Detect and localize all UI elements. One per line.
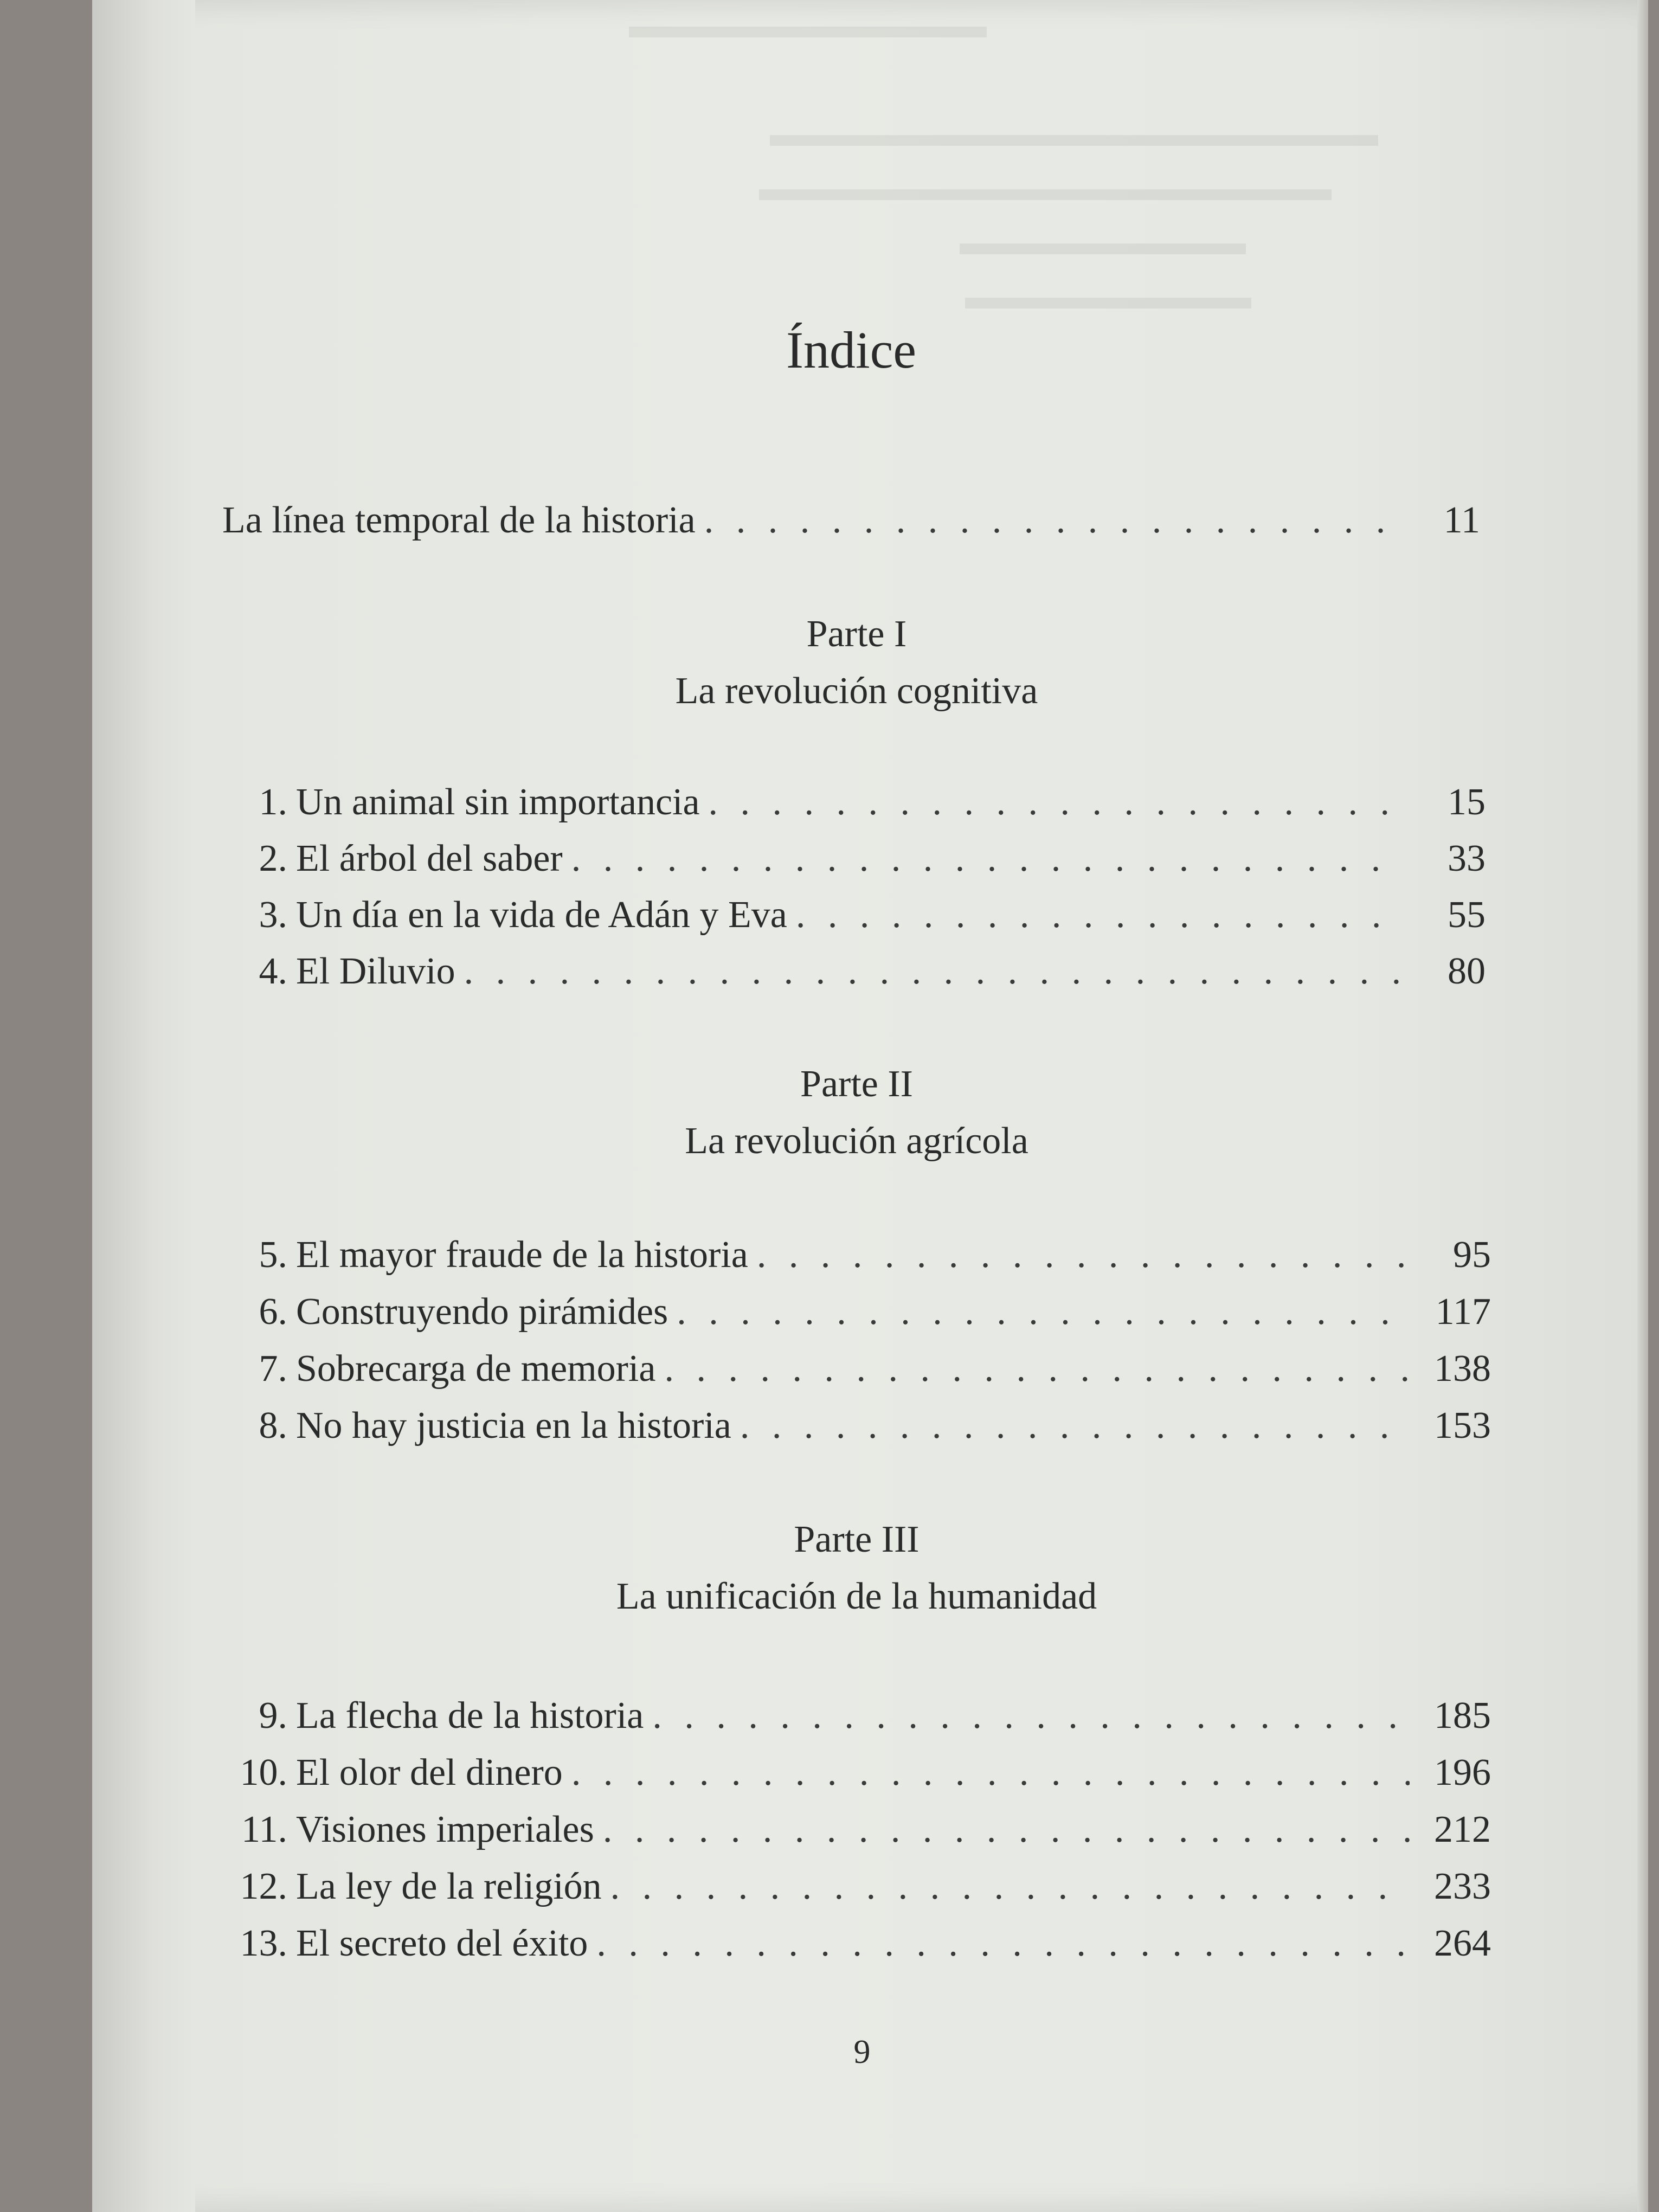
show-through-text: ▬▬▬▬▬▬▬▬	[960, 223, 1246, 262]
dot-leader	[709, 781, 1404, 824]
part-title: La revolución agrícola	[685, 1120, 1028, 1162]
toc-entry-page: 11	[1443, 499, 1480, 541]
chapter-number: 5.	[259, 1234, 287, 1276]
toc-entry-title: La línea temporal de la historia	[222, 499, 696, 541]
toc-chapter-row	[217, 1808, 1491, 1857]
toc-chapter-row	[228, 1347, 1491, 1396]
chapter-number: 9.	[259, 1695, 287, 1737]
chapter-page: 153	[1434, 1405, 1491, 1446]
toc-intro-row	[222, 499, 1480, 548]
toc-chapter-row	[228, 1404, 1491, 1453]
show-through-text: ▬▬▬▬▬▬▬▬	[965, 277, 1251, 317]
dot-leader	[704, 499, 1399, 542]
toc-chapter-row	[217, 1865, 1491, 1914]
chapter-title: El mayor fraude de la historia	[296, 1234, 748, 1276]
dot-leader	[571, 837, 1404, 880]
chapter-page: 117	[1435, 1291, 1491, 1333]
chapter-number: 8.	[259, 1405, 287, 1446]
chapter-number: 4.	[259, 950, 287, 992]
chapter-title: Un animal sin importancia	[296, 781, 700, 823]
show-through-text: ▬▬▬▬▬▬▬▬▬▬▬▬▬▬▬▬	[759, 169, 1332, 208]
page-gutter	[92, 0, 195, 2212]
chapter-title: El secreto del éxito	[296, 1922, 588, 1964]
dot-leader	[652, 1694, 1410, 1738]
chapter-title: El olor del dinero	[296, 1752, 563, 1793]
dot-leader	[757, 1233, 1410, 1277]
chapter-number: 11.	[241, 1809, 287, 1850]
chapter-number: 7.	[259, 1348, 287, 1390]
dot-leader	[571, 1751, 1410, 1795]
dot-leader	[596, 1922, 1410, 1965]
dot-leader	[740, 1404, 1410, 1448]
chapter-title: Construyendo pirámides	[296, 1291, 668, 1333]
chapter-number: 6.	[259, 1291, 287, 1333]
toc-chapter-row	[228, 1233, 1491, 1282]
dot-leader	[677, 1290, 1410, 1334]
chapter-page: 33	[1448, 838, 1486, 879]
dot-leader	[796, 893, 1404, 937]
chapter-title: No hay justicia en la historia	[296, 1405, 731, 1446]
toc-chapter-row	[228, 781, 1486, 829]
toc-chapter-row	[228, 950, 1486, 999]
chapter-title: Sobrecarga de memoria	[296, 1348, 656, 1390]
part-title: La unificación de la humanidad	[616, 1576, 1097, 1617]
chapter-number: 10.	[240, 1752, 287, 1793]
show-through-text: ▬▬▬▬▬▬▬▬▬▬▬▬▬▬▬▬▬	[770, 114, 1378, 154]
chapter-title: El árbol del saber	[296, 838, 563, 879]
dot-leader	[464, 950, 1404, 993]
chapter-page: 185	[1434, 1695, 1491, 1737]
dot-leader	[603, 1808, 1410, 1851]
toc-chapter-row	[217, 1751, 1491, 1800]
chapter-title: La flecha de la historia	[296, 1695, 644, 1737]
show-through-text: ▬▬▬▬▬▬▬▬▬▬	[629, 6, 987, 46]
part-title: La revolución cognitiva	[675, 670, 1038, 712]
toc-chapter-row	[217, 1922, 1491, 1971]
toc-chapter-row	[228, 837, 1486, 886]
chapter-page: 95	[1453, 1234, 1491, 1276]
chapter-number: 12.	[240, 1866, 287, 1907]
part-label: Parte I	[806, 613, 907, 655]
page-edge	[1637, 0, 1648, 2212]
chapter-page: 138	[1434, 1348, 1491, 1390]
chapter-page: 196	[1434, 1752, 1491, 1793]
chapter-page: 80	[1448, 950, 1486, 992]
dot-leader	[664, 1347, 1410, 1391]
chapter-title: Visiones imperiales	[296, 1809, 594, 1850]
toc-chapter-row	[228, 893, 1486, 942]
part-label: Parte II	[800, 1063, 913, 1105]
chapter-page: 212	[1434, 1809, 1491, 1850]
chapter-title: El Diluvio	[296, 950, 455, 992]
chapter-page: 233	[1434, 1866, 1491, 1907]
toc-chapter-row	[228, 1290, 1491, 1339]
chapter-title: La ley de la religión	[296, 1866, 602, 1907]
part-label: Parte III	[794, 1519, 919, 1560]
dot-leader	[610, 1865, 1410, 1908]
chapter-number: 2.	[259, 838, 287, 879]
chapter-page: 264	[1434, 1922, 1491, 1964]
chapter-title: Un día en la vida de Adán y Eva	[296, 894, 787, 936]
toc-chapter-row	[217, 1694, 1491, 1743]
chapter-page: 15	[1448, 781, 1486, 823]
chapter-number: 13.	[240, 1922, 287, 1964]
chapter-page: 55	[1448, 894, 1486, 936]
chapter-number: 1.	[259, 781, 287, 823]
page-number: 9	[853, 2034, 871, 2070]
page-title: Índice	[786, 321, 916, 379]
chapter-number: 3.	[259, 894, 287, 936]
